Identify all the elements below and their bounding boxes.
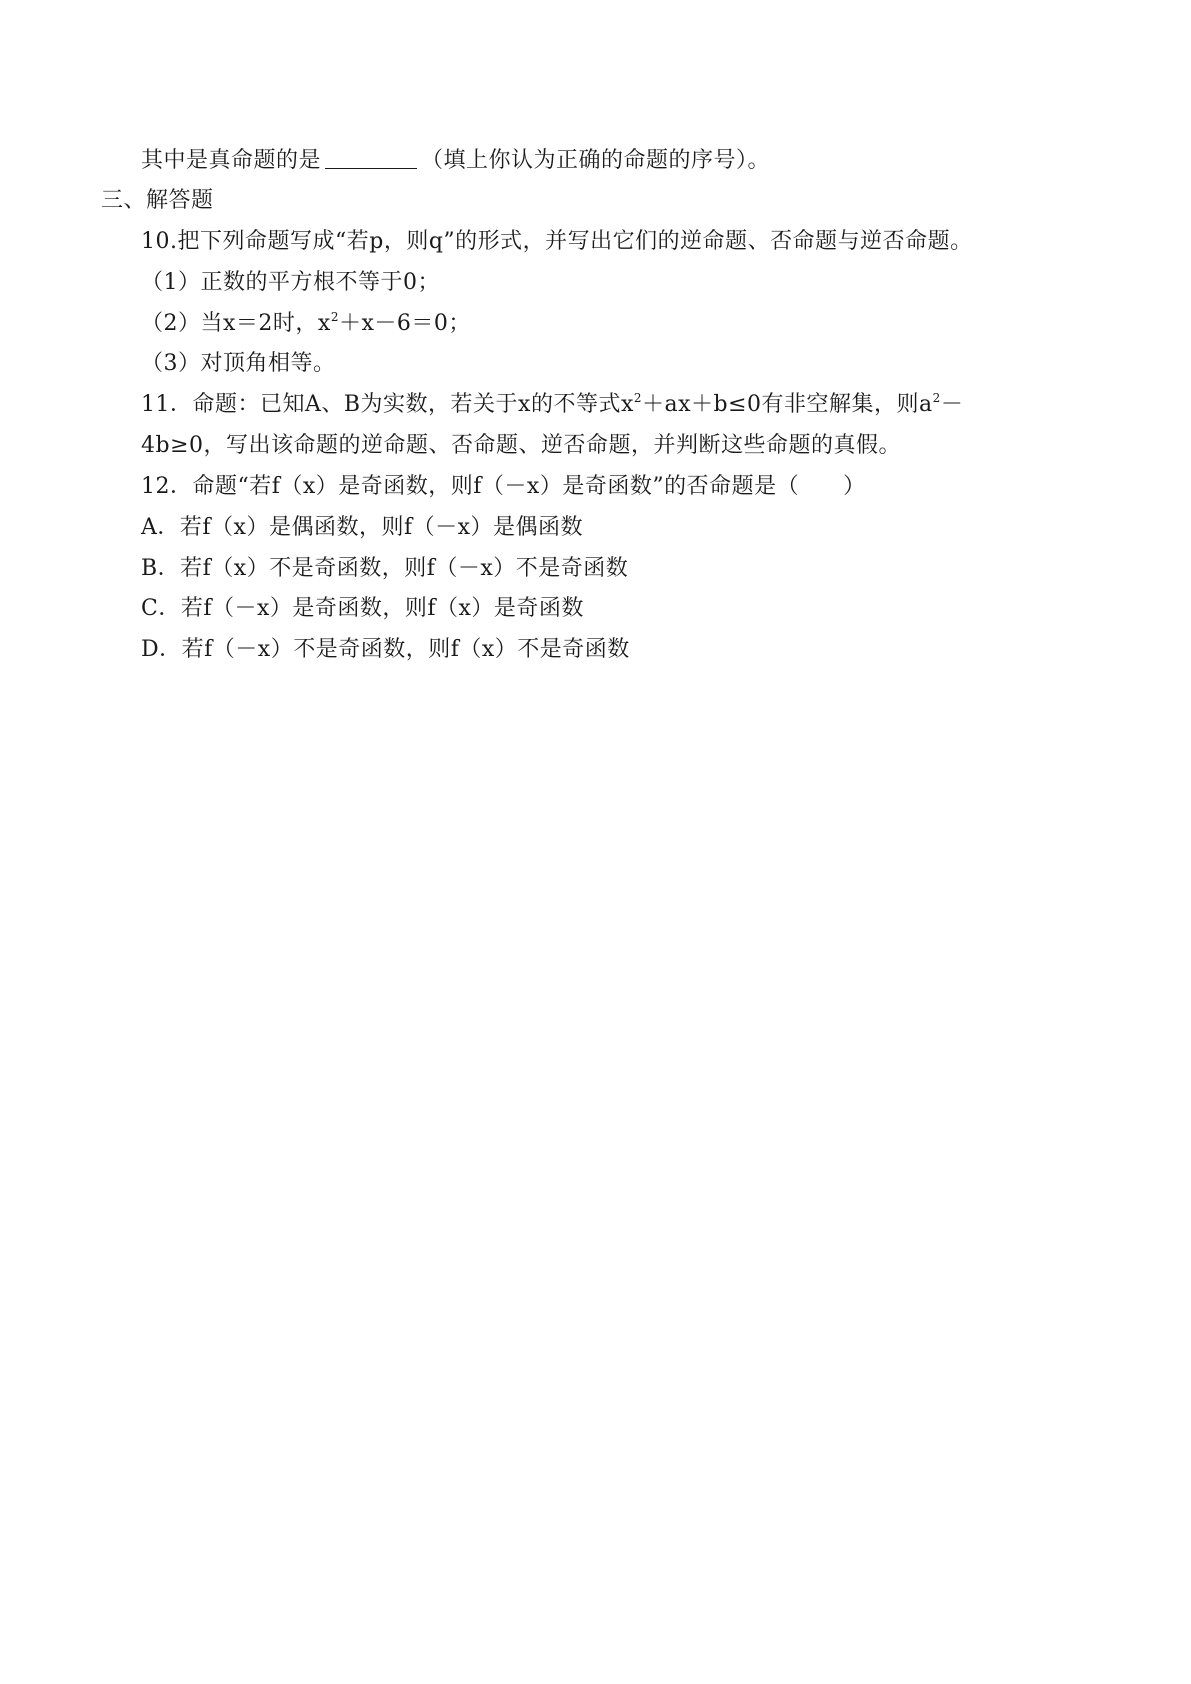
section-heading: 三、解答题 [101,188,214,213]
q12-stem [141,472,866,502]
q11-part-c: － [940,392,964,417]
fill-in-suffix: （填上你认为正确的命题的序号）。 [421,148,771,173]
q10-item-2-part-b: ＋x－6＝0； [338,311,471,336]
q12-option-a: A．若f（x）是偶函数，则f（－x）是偶函数 [141,515,583,540]
q10-item-2-part-a: （2）当x＝2时，x [141,311,331,336]
q10-item-1: （1）正数的平方根不等于0； [141,270,440,295]
q12-option-c: C．若f（－x）是奇函数，则f（x）是奇函数 [141,596,584,621]
q11-line-1 [141,390,963,420]
q11-part-b: ＋ax＋b≤0有非空解集，则a [642,392,933,417]
q12-option-b: B．若f（x）不是奇函数，则f（－x）不是奇函数 [141,556,629,581]
q12-stem-part-b: ） [843,474,866,499]
q10-item-3: （3）对顶角相等。 [141,351,336,376]
answer-blank [325,146,417,169]
superscript: 2 [330,310,339,324]
superscript: 2 [932,391,941,405]
q11-part-a: 11．命题：已知A、B为实数，若关于x的不等式x [141,392,634,417]
q10-item-2 [141,309,471,339]
superscript: 2 [633,391,643,405]
q10-stem: 10.把下列命题写成“若p，则q”的形式，并写出它们的逆命题、否命题与逆否命题。 [141,229,973,254]
q12-stem-part-a: 12．命题“若f（x）是奇函数，则f（－x）是奇函数”的否命题是（ [141,474,800,499]
q11-line-2: 4b≥0，写出该命题的逆命题、否命题、逆否命题，并判断这些命题的真假。 [141,433,902,458]
fill-in-line [141,146,770,176]
q12-option-d: D．若f（－x）不是奇函数，则f（x）不是奇函数 [141,637,630,662]
fill-in-prefix: 其中是真命题的是 [141,148,322,173]
